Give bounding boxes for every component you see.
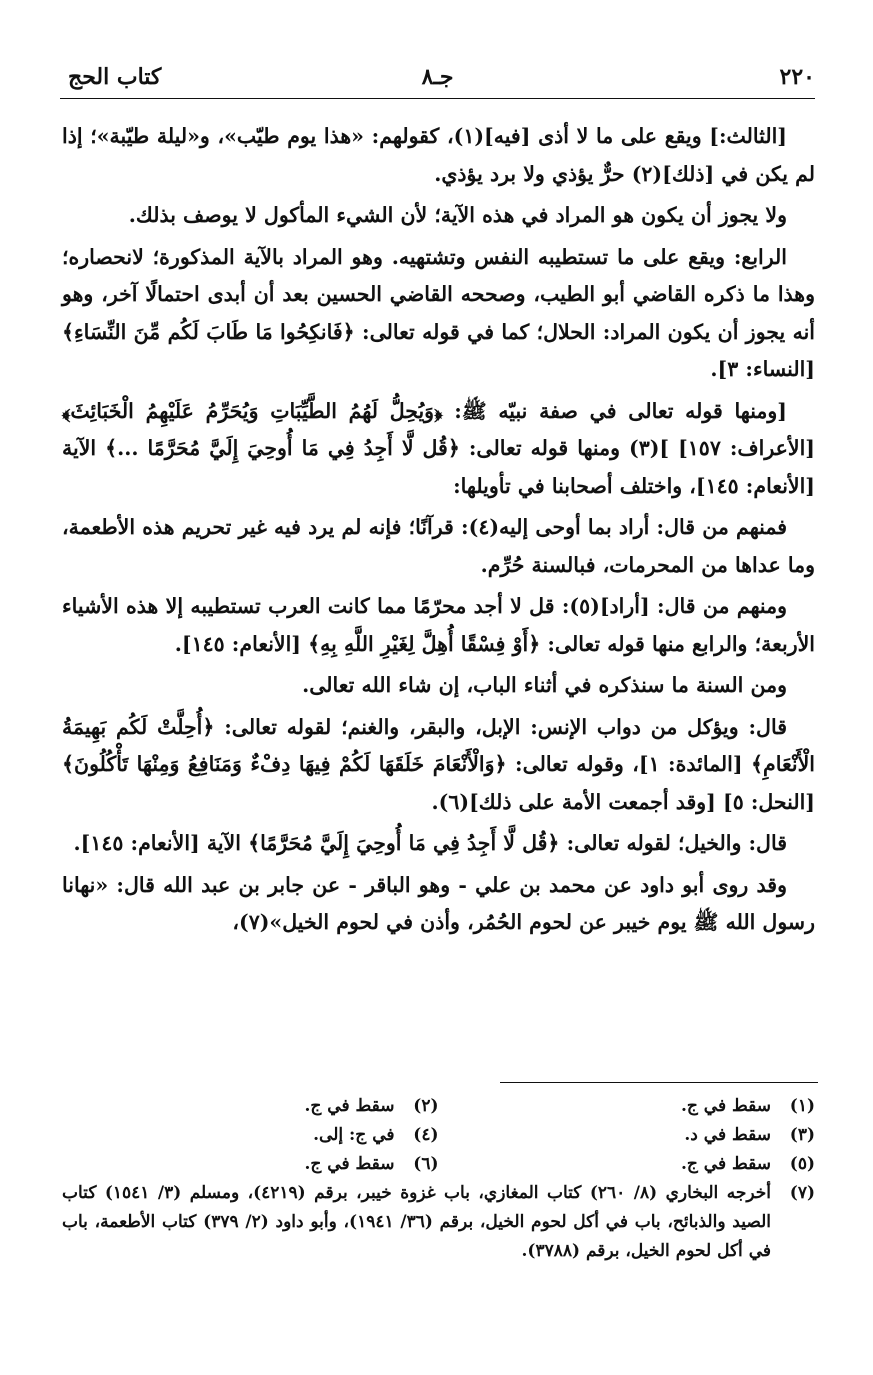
footnote-number: (٣) <box>789 1125 815 1145</box>
footnote-long <box>62 1179 815 1266</box>
footnote <box>439 1150 816 1179</box>
footnote-row <box>62 1092 815 1121</box>
paragraph: [الثالث:] ويقع على ما لا أذى [فيه](١)، كقولهم: «هذا يوم طيّب»، و«ليلة طيّبة»؛ إذا لم يكن في [ذلك](٢) حرٌّ يؤذي ولا برد يؤذي. <box>62 124 815 186</box>
running-header <box>60 62 815 98</box>
book-title: كتاب الحج <box>68 64 162 90</box>
main-text <box>62 118 815 946</box>
footnote-separator <box>500 1082 818 1083</box>
volume-label: جـ٨ <box>421 64 454 90</box>
footnote <box>439 1092 816 1121</box>
footnote-text: سقط في ج. <box>680 1096 771 1116</box>
footnotes <box>62 1092 815 1266</box>
paragraph: ولا يجوز أن يكون هو المراد في هذه الآية؛ لأن الشيء المأكول لا يوصف بذلك. <box>128 203 787 227</box>
footnote-text: في ج: إلى. <box>313 1125 395 1145</box>
page-number: ٢٢٠ <box>779 64 815 90</box>
paragraph: قال: والخيل؛ لقوله تعالى: ﴿قُل لَّا أَجِدُ فِي مَا أُوحِيَ إِلَيَّ مُحَرَّمًا﴾ الآية [الأنعام: ١٤٥]. <box>73 831 787 855</box>
paragraph: [ومنها قوله تعالى في صفة نبيّه ﷺ: ﴿وَيُحِلُّ لَهُمُ الطَّيِّبَاتِ وَيُحَرِّمُ عَلَيْهِمُ الْخَبَائِثَ﴾ [الأعراف: ١٥٧] ](٣) ومنها قوله تعالى: ﴿قُل لَّا أَجِدُ فِي مَا أُوحِيَ إِلَيَّ مُحَرَّمًا ...﴾ الآية [الأنعام: ١٤٥]، واختلف أصحابنا في تأويلها: <box>62 398 815 498</box>
footnote-number: (٤) <box>413 1125 439 1145</box>
footnote-number: (٥) <box>789 1154 815 1174</box>
paragraph: ومن السنة ما سنذكره في أثناء الباب، إن شاء الله تعالى. <box>302 673 787 697</box>
footnote <box>62 1121 439 1150</box>
footnote <box>62 1092 439 1121</box>
footnote-text: سقط في د. <box>684 1125 771 1145</box>
header-rule <box>60 98 815 99</box>
paragraph: فمنهم من قال: أراد بما أوحى إليه(٤): قرآنًا؛ فإنه لم يرد فيه غير تحريم هذه الأطعمة، وما عداها من المحرمات، فبالسنة حُرِّم. <box>62 515 815 577</box>
footnote <box>439 1121 816 1150</box>
footnote-text: سقط في ج. <box>304 1096 395 1116</box>
paragraph: ومنهم من قال: [أراد](٥): قل لا أجد محرّمًا مما كانت العرب تستطيبه إلا هذه الأشياء الأربعة؛ والرابع منها قوله تعالى: ﴿أَوْ فِسْقًا أُهِلَّ لِغَيْرِ اللَّهِ بِهِ﴾ [الأنعام: ١٤٥]. <box>62 594 815 656</box>
paragraph: وقد روى أبو داود عن محمد بن علي - وهو الباقر - عن جابر بن عبد الله قال: «نهانا رسول الله ﷺ يوم خيبر عن لحوم الحُمُر، وأذن في لحوم الخيل»(٧)، <box>62 872 815 934</box>
footnote-number: (٢) <box>413 1096 439 1116</box>
footnote-text: أخرجه البخاري (٨/ ٢٦٠) كتاب المغازي، باب غزوة خيبر، برقم (٤٢١٩)، ومسلم (٣/ ١٥٤١) كتاب الصيد والذبائح، باب في أكل لحوم الخيل، برقم (٣٦/ ١٩٤١)، وأبو داود (٢/ ٣٧٩) كتاب الأطعمة، باب في أكل لحوم الخيل، برقم (٣٧٨٨). <box>62 1183 771 1261</box>
footnote <box>62 1150 439 1179</box>
footnote-row <box>62 1150 815 1179</box>
footnote-number: (١) <box>789 1096 815 1116</box>
footnote-number: (٦) <box>413 1154 439 1174</box>
footnote-text: سقط في ج. <box>304 1154 395 1174</box>
footnote-number: (٧) <box>789 1183 815 1203</box>
paragraph: قال: ويؤكل من دواب الإنس: الإبل، والبقر، والغنم؛ لقوله تعالى: ﴿أُحِلَّتْ لَكُم بَهِيمَةُ الْأَنْعَامِ﴾ [المائدة: ١]، وقوله تعالى: ﴿وَالْأَنْعَامَ خَلَقَهَا لَكُمْ فِيهَا دِفْءٌ وَمَنَافِعُ وَمِنْهَا تَأْكُلُونَ﴾ [النحل: ٥] [وقد أجمعت الأمة على ذلك](٦). <box>62 714 815 814</box>
paragraph: الرابع: ويقع على ما تستطيبه النفس وتشتهيه. وهو المراد بالآية المذكورة؛ لانحصاره؛ وهذا ما ذكره القاضي أبو الطيب، وصححه القاضي الحسين بعد أن أبدى احتمالًا آخر، وهو أنه يجوز أن يكون المراد: الحلال؛ كما في قوله تعالى: ﴿فَانكِحُوا مَا طَابَ لَكُم مِّنَ النِّسَاءِ﴾ [النساء: ٣]. <box>62 244 815 381</box>
footnote-row <box>62 1121 815 1150</box>
footnote-text: سقط في ج. <box>680 1154 771 1174</box>
